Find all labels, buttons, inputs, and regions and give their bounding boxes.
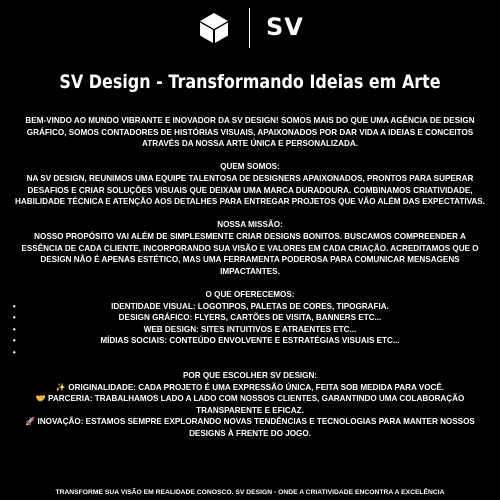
- intro-line: BEM-VINDO AO MUNDO VIBRANTE E INOVADOR DA SV DESIGN! SOMOS MAIS DO QUE UMA AGÊNCIA DE DESIGN: [25, 116, 475, 125]
- mission-line: NOSSO PROPÓSITO VAI ALÉM DE SIMPLESMENTE CRIAR DESIGNS BONITOS. BUSCAMOS COMPREENDER A: [34, 231, 466, 241]
- why-item-text-continued: DESIGNS À FRENTE DO JOGO.: [189, 429, 311, 439]
- mission-line: IMPACTANTES.: [220, 266, 280, 276]
- handshake-icon: 🤝: [35, 393, 46, 404]
- list-item: [2, 347, 498, 359]
- list-item: [2, 312, 498, 324]
- about-line: DESAFIOS E CRIAR SOLUÇÕES VISUAIS QUE DEIXAM UMA MARCA DURADOURA. COMBINAMOS CRIATIVIDADE,: [27, 185, 473, 195]
- intro-paragraph: [0, 115, 500, 150]
- why-item-text: INOVAÇÃO: ESTAMOS SEMPRE EXPLORANDO NOVAS TENDÊNCIAS E TECNOLOGIAS PARA MANTER NOSSOS: [37, 417, 475, 427]
- intro-line: GRÁFICO, SOMOS CONTADORES DE HISTÓRIAS VISUAIS, APAIXONADOS POR DAR VIDA A IDEIAS E CONCEITOS: [26, 127, 474, 137]
- why-item-text-continued: TRANSPARENTE E EFICAZ.: [196, 405, 304, 415]
- why-item-partnership: [2, 393, 498, 405]
- why-section: [0, 370, 500, 440]
- services-heading: O QUE OFERECEMOS:: [205, 289, 295, 299]
- bullet-icon: •: [12, 301, 16, 311]
- brand-divider: [249, 8, 250, 48]
- list-item: [2, 301, 498, 313]
- about-line: NA SV DESIGN, REUNIMOS UMA EQUIPE TALENTOSA DE DESIGNERS APAIXONADOS, PRONTOS PARA SUPERAR: [26, 173, 474, 183]
- mission-line: DESIGN NÃO É APENAS ESTÉTICO, MAS UMA FERRAMENTA PODEROSA PARA COMUNICAR MENSAGENS: [40, 255, 460, 265]
- rocket-icon: 🚀: [25, 416, 36, 427]
- page-title: SV Design - Transformando Ideias em Arte: [59, 71, 441, 93]
- mission-heading: NOSSA MISSÃO:: [217, 220, 283, 230]
- about-heading: QUEM SOMOS:: [220, 162, 280, 172]
- cube-icon: [199, 12, 229, 44]
- brand-text: SV: [266, 13, 304, 41]
- list-item-text: DESIGN GRÁFICO: FLYERS, CARTÕES DE VISITA, BANNERS ETC...: [118, 313, 382, 323]
- list-item: [2, 335, 498, 347]
- list-item: [2, 324, 498, 336]
- spacer: [0, 277, 500, 289]
- mission-line: ESSÊNCIA DE CADA CLIENTE, INCORPORANDO SUA VISÃO E VALORES EM CADA CRIAÇÃO. ACREDITAMOS QUE O: [21, 243, 479, 253]
- bullet-icon: •: [12, 336, 16, 346]
- bullet-icon: •: [12, 324, 16, 334]
- spacer: [0, 150, 500, 162]
- services-section: [0, 289, 500, 359]
- footer-tagline: TRANSFORME SUA VISÃO EM REALIDADE CONOSCO. SV DESIGN - ONDE A CRIATIVIDADE ENCONTRA A EXCELÊNCIA: [55, 489, 445, 496]
- about-section: [0, 161, 500, 207]
- why-item-originality: [2, 382, 498, 394]
- list-item-text: MÍDIAS SOCIAIS: CONTEÚDO ENVOLVENTE E ESTRATÉGIAS VISUAIS ETC...: [100, 336, 400, 346]
- why-item-text: ORIGINALIDADE: CADA PROJETO É UMA EXPRESSÃO ÚNICA, FEITA SOB MEDIDA PARA VOCÊ.: [68, 382, 445, 392]
- bullet-icon: •: [12, 347, 16, 357]
- brand-header: [0, 8, 500, 48]
- spacer: [0, 208, 500, 220]
- spacer: [0, 358, 500, 370]
- mission-section: [0, 219, 500, 277]
- why-item-innovation: [2, 416, 498, 428]
- list-item-text: [249, 348, 251, 357]
- why-item-text: PARCERIA: TRABALHAMOS LADO A LADO COM NOSSOS CLIENTES, GARANTINDO UMA COLABORAÇÃO: [48, 394, 465, 404]
- bullet-icon: •: [12, 313, 16, 323]
- list-item-text: WEB DESIGN: SITES INTUITIVOS E ATRAENTES ETC...: [143, 324, 357, 334]
- sparkles-icon: ✨: [55, 381, 67, 392]
- intro-line: ATRAVÉS DA NOSSA ARTE ÚNICA E PERSONALIZADA.: [141, 139, 358, 149]
- why-heading: POR QUE ESCOLHER SV DESIGN:: [182, 371, 318, 381]
- list-item-text: IDENTIDADE VISUAL: LOGOTIPOS, PALETAS DE CORES, TIPOGRAFIA.: [111, 301, 389, 311]
- about-line: HABILIDADE TÉCNICA E ATENÇÃO AOS DETALHES PARA ENTREGAR PROJETOS QUE VÃO ALÉM DAS EXPECTATIVAS.: [15, 197, 485, 207]
- content-body: [0, 115, 500, 440]
